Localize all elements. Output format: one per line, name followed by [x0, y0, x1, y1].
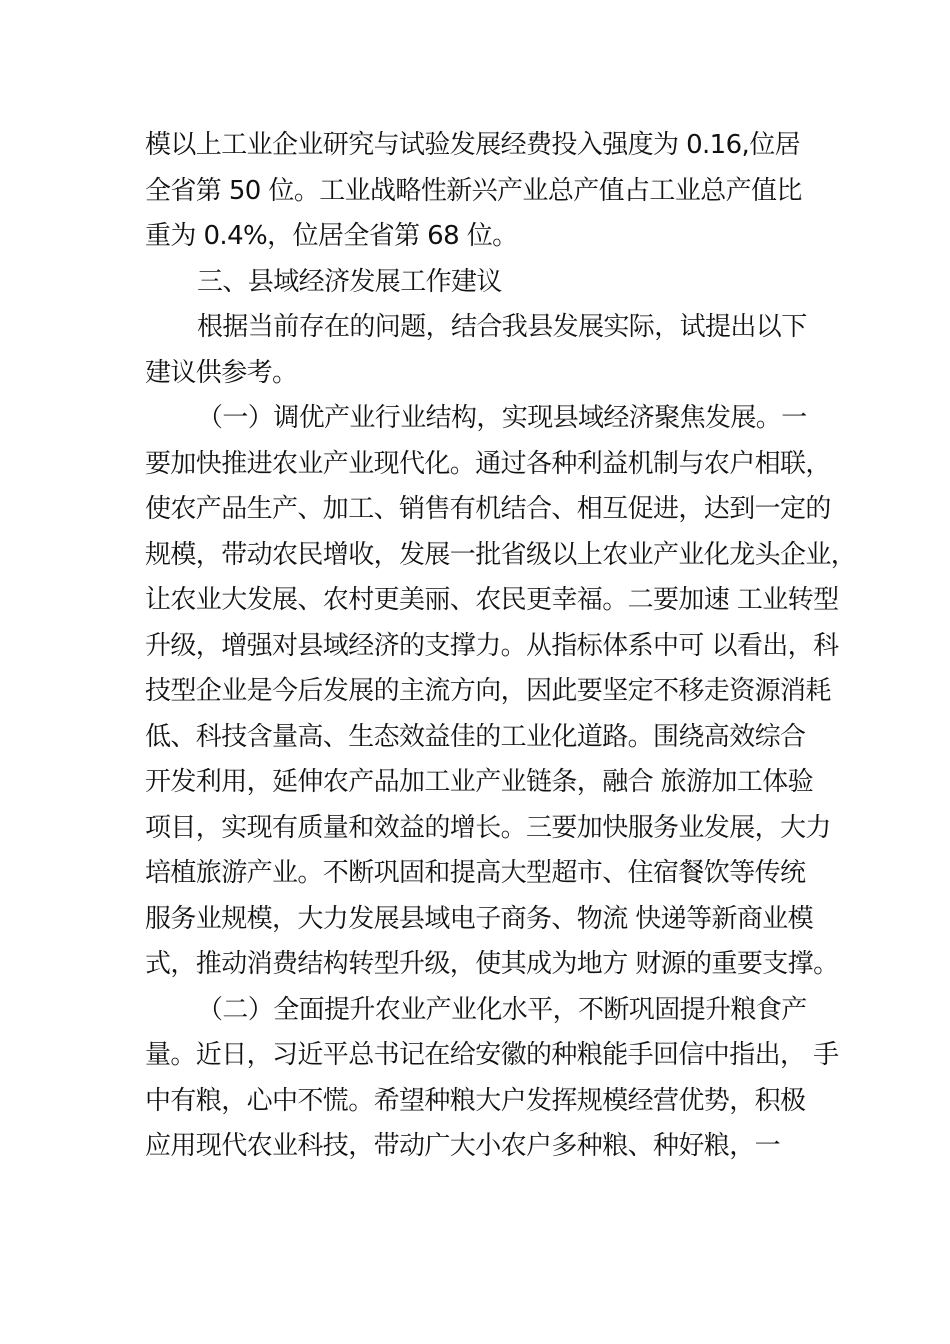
- text-line: 规模，带动农民增收，发展一批省级以上农业产业化龙头企业，: [145, 539, 857, 570]
- text-line: 建议供参考。: [145, 357, 298, 388]
- text-line: 技型企业是今后发展的主流方向，因此要坚定不移走资源消耗: [145, 676, 831, 706]
- text-line: 全省第 50 位。工业战略性新兴产业总产值占工业总产值比: [145, 175, 802, 206]
- text-line: 培植旅游产业。不断巩固和提高大型超市、住宿餐饮等传统: [145, 858, 806, 888]
- text-line: 式，推动消费结构转型升级，使其成为地方 财源的重要支撑。: [145, 949, 839, 979]
- text-line: 根据当前存在的问题，结合我县发展实际，试提出以下: [197, 312, 807, 342]
- text-line: 开发利用，延伸农产品加工业产业链条，融合 旅游加工体验: [145, 767, 814, 797]
- text-line: 让农业大发展、农村更美丽、农民更幸福。二要加速 工业转型: [145, 585, 839, 615]
- text-line: 模以上工业企业研究与试验发展经费投入强度为 0.16,位居: [145, 130, 801, 160]
- text-line: 应用现代农业科技，带动广大小农户多种粮、种好粮，一: [145, 1131, 781, 1161]
- text-line: 重为 0.4%，位居全省第 68 位。: [145, 221, 518, 251]
- text-line: 低、科技含量高、生态效益佳的工业化道路。围绕高效综合: [145, 721, 806, 752]
- text-line: 项目，实现有质量和效益的增长。三要加快服务业发展，大力: [145, 812, 831, 843]
- text-line: 中有粮，心中不慌。希望种粮大户发挥规模经营优势，积极: [145, 1085, 806, 1116]
- text-line: （二）全面提升农业产业化水平，不断巩固提升粮食产: [197, 994, 807, 1025]
- text-line: 要加快推进农业产业现代化。通过各种利益机制与农户相联，: [145, 448, 831, 479]
- text-line: 三、县域经济发展工作建议: [197, 266, 502, 297]
- text-line: 升级，增强对县域经济的支撑力。从指标体系中可 以看出，科: [145, 630, 839, 661]
- text-line: 使农产品生产、加工、销售有机结合、相互促进，达到一定的: [145, 494, 831, 524]
- document-page: [145, 123, 857, 1170]
- text-line: 服务业规模，大力发展县域电子商务、物流 快递等新商业模: [145, 903, 814, 934]
- text-line: 量。近日，习近平总书记在给安徽的种粮能手回信中指出， 手: [145, 1040, 839, 1070]
- text-line: （一）调优产业行业结构，实现县域经济聚焦发展。一: [197, 403, 807, 433]
